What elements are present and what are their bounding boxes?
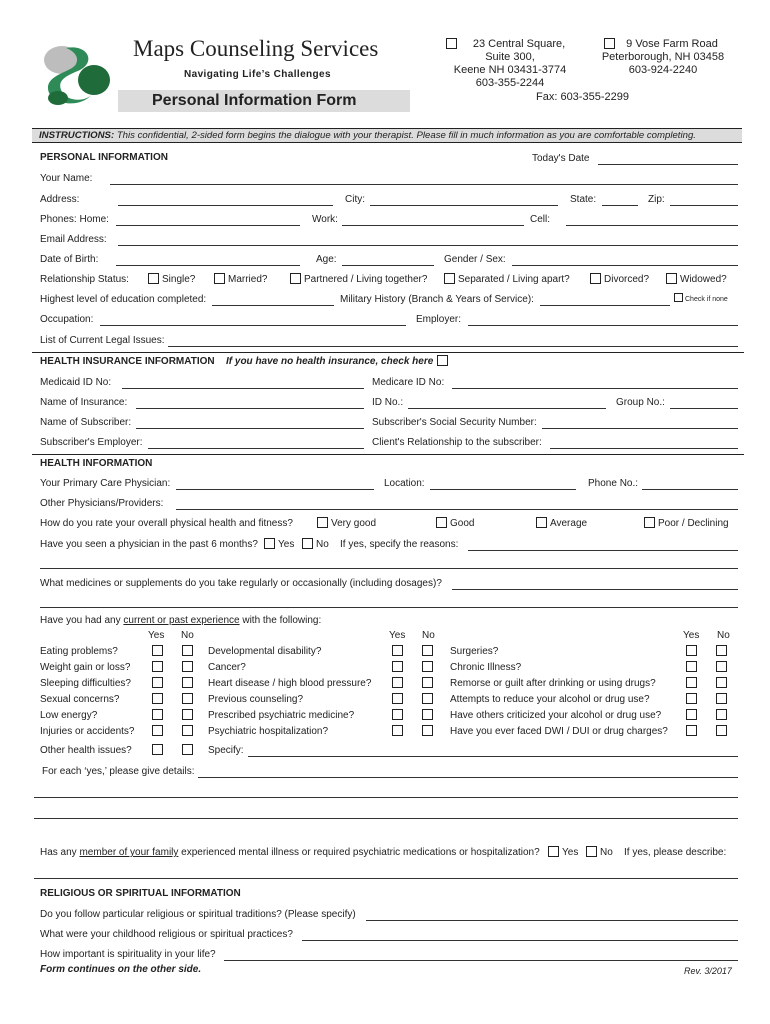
experience-no-checkbox[interactable]	[716, 645, 727, 656]
phone-work-field[interactable]	[342, 225, 524, 226]
medicaid-label: Medicaid ID No:	[40, 377, 112, 388]
revision: Rev. 3/2017	[684, 966, 732, 976]
office1-line: Keene NH 03431-3774	[453, 64, 567, 76]
experience-item-label: Prescribed psychiatric medicine?	[208, 710, 355, 721]
experience-item-label: Previous counseling?	[208, 694, 304, 705]
gender-label: Gender / Sex:	[444, 254, 506, 265]
seen-yes-checkbox[interactable]	[264, 538, 275, 549]
experience-no-checkbox[interactable]	[422, 693, 433, 704]
name-label: Your Name:	[40, 173, 93, 184]
city-label: City:	[345, 194, 365, 205]
religious-heading: RELIGIOUS OR SPIRITUAL INFORMATION	[40, 888, 241, 899]
pcp-phone-field[interactable]	[642, 489, 738, 490]
separated-label: Separated / Living apart?	[458, 274, 570, 285]
pcp-field[interactable]	[176, 489, 374, 490]
experience-yes-checkbox[interactable]	[686, 725, 697, 736]
id-no-field[interactable]	[408, 408, 606, 409]
experience-item-label: Surgeries?	[450, 646, 499, 657]
experience-yes-checkbox[interactable]	[686, 709, 697, 720]
seen-no-checkbox[interactable]	[302, 538, 313, 549]
family-yes-checkbox[interactable]	[548, 846, 559, 857]
check-if-none-label: Check if none	[685, 296, 728, 303]
experience-no-checkbox[interactable]	[716, 677, 727, 688]
experience-item-label: Have others criticized your alcohol or drug use?	[450, 710, 662, 721]
specify-label: Specify:	[208, 745, 244, 756]
logo-graphic	[36, 40, 116, 110]
group-no-field[interactable]	[670, 408, 738, 409]
reasons-field[interactable]	[468, 550, 738, 551]
details-field-2[interactable]	[34, 797, 738, 798]
rate-health-question: How do you rate your overall physical health and fitness?	[40, 518, 293, 529]
medicines-field-2[interactable]	[40, 607, 738, 608]
no-insurance-label: If you have no health insurance, check here	[226, 356, 434, 367]
family-no-label: No	[600, 847, 613, 858]
subscriber-employer-label: Subscriber's Employer:	[40, 437, 143, 448]
occupation-label: Occupation:	[40, 314, 94, 325]
average-label: Average	[550, 518, 588, 529]
military-none-checkbox[interactable]	[674, 293, 683, 302]
form-continues: Form continues on the other side.	[40, 964, 202, 975]
education-field[interactable]	[212, 305, 334, 306]
religious-q2-field[interactable]	[302, 940, 738, 941]
family-yes-label: Yes	[562, 847, 579, 858]
other-issues-no-checkbox[interactable]	[182, 744, 193, 755]
employer-field[interactable]	[468, 325, 738, 326]
experience-yes-checkbox[interactable]	[686, 661, 697, 672]
health-divider	[32, 454, 744, 455]
single-label: Single?	[162, 274, 196, 285]
experience-item-label: Remorse or guilt after drinking or using drugs?	[450, 678, 656, 689]
pcp-label: Your Primary Care Physician:	[40, 478, 171, 489]
legal-issues-label: List of Current Legal Issues:	[40, 335, 165, 346]
partnered-checkbox[interactable]	[290, 273, 301, 284]
office2-line: Peterborough, NH 03458	[601, 51, 725, 63]
phone-work-label: Work:	[312, 214, 338, 225]
reasons-field-2[interactable]	[40, 568, 738, 569]
experience-no-checkbox[interactable]	[422, 661, 433, 672]
phone-home-label: Phones: Home:	[40, 214, 109, 225]
specify-field[interactable]	[248, 756, 738, 757]
experience-no-checkbox[interactable]	[422, 645, 433, 656]
logo	[36, 40, 116, 110]
married-checkbox[interactable]	[214, 273, 225, 284]
insurance-name-field[interactable]	[136, 408, 364, 409]
experience-yes-checkbox[interactable]	[686, 693, 697, 704]
zip-field[interactable]	[670, 205, 738, 206]
experience-item-label: Weight gain or loss?	[40, 662, 131, 673]
group-no-label: Group No.:	[616, 397, 665, 408]
divorced-label: Divorced?	[604, 274, 650, 285]
experience-no-checkbox[interactable]	[182, 677, 193, 688]
experience-item-label: Sleeping difficulties?	[40, 678, 131, 689]
phone-home-field[interactable]	[116, 225, 300, 226]
email-field[interactable]	[118, 245, 738, 246]
email-label: Email Address:	[40, 234, 107, 245]
average-checkbox[interactable]	[536, 517, 547, 528]
very-good-checkbox[interactable]	[317, 517, 328, 528]
experience-item-label: Cancer?	[208, 662, 246, 673]
client-relationship-label: Client's Relationship to the subscriber:	[372, 437, 542, 448]
family-q-underlined: member of your family	[79, 847, 179, 858]
experience-yes-checkbox[interactable]	[152, 725, 163, 736]
experience-no-checkbox[interactable]	[182, 725, 193, 736]
experience-yes-checkbox[interactable]	[152, 709, 163, 720]
personal-heading: PERSONAL INFORMATION	[40, 152, 168, 163]
religious-q1: Do you follow particular religious or spiritual traditions? (Please specify)	[40, 909, 356, 920]
education-label: Highest level of education completed:	[40, 294, 207, 305]
experience-no-checkbox[interactable]	[716, 709, 727, 720]
location-label: Location:	[384, 478, 425, 489]
office2-address	[588, 38, 738, 77]
zip-label: Zip:	[648, 194, 665, 205]
office2-line: 603-924-2240	[628, 64, 698, 76]
experience-item-label: Chronic Illness?	[450, 662, 522, 673]
experience-yes-checkbox[interactable]	[392, 725, 403, 736]
phone-cell-field[interactable]	[566, 225, 738, 226]
experience-yes-checkbox[interactable]	[152, 677, 163, 688]
family-q-post: experienced mental illness or required psychiatric medications or hospitalization?	[178, 847, 540, 858]
medicines-field[interactable]	[452, 589, 738, 590]
experience-item-label: Low energy?	[40, 710, 98, 721]
medicare-label: Medicare ID No:	[372, 377, 445, 388]
col2-no-header: No	[422, 630, 435, 641]
pcp-phone-label: Phone No.:	[588, 478, 639, 489]
experience-yes-checkbox[interactable]	[152, 693, 163, 704]
subscriber-field[interactable]	[136, 428, 364, 429]
other-physicians-label: Other Physicians/Providers:	[40, 498, 164, 509]
occupation-field[interactable]	[100, 325, 406, 326]
state-label: State:	[570, 194, 597, 205]
col3-yes-header: Yes	[683, 630, 700, 641]
divorced-checkbox[interactable]	[590, 273, 601, 284]
fax-number: Fax: 603-355-2299	[536, 91, 629, 103]
details-field-3[interactable]	[34, 818, 738, 819]
insurance-heading: HEALTH INSURANCE INFORMATION	[40, 356, 215, 367]
form-title: Personal Information Form	[152, 92, 357, 109]
experience-yes-checkbox[interactable]	[686, 645, 697, 656]
very-good-label: Very good	[331, 518, 377, 529]
seen-no-label: No	[316, 539, 329, 550]
experience-yes-checkbox[interactable]	[686, 677, 697, 688]
religious-q3: How important is spirituality in your life?	[40, 949, 216, 960]
military-label: Military History (Branch & Years of Service):	[340, 294, 534, 305]
col1-yes-header: Yes	[148, 630, 165, 641]
name-field[interactable]	[110, 184, 738, 185]
religious-q2: What were your childhood religious or spiritual practices?	[40, 929, 293, 940]
if-yes-reasons-label: If yes, specify the reasons:	[340, 539, 459, 550]
partnered-label: Partnered / Living together?	[304, 274, 428, 285]
id-no-label: ID No.:	[372, 397, 404, 408]
experience-yes-checkbox[interactable]	[392, 709, 403, 720]
no-insurance-checkbox[interactable]	[437, 355, 448, 366]
other-physicians-field[interactable]	[176, 509, 738, 510]
widowed-label: Widowed?	[680, 274, 727, 285]
experience-item-label: Heart disease / high blood pressure?	[208, 678, 372, 689]
address-label: Address:	[40, 194, 80, 205]
tagline: Navigating Life’s Challenges	[184, 69, 331, 80]
experience-yes-checkbox[interactable]	[392, 693, 403, 704]
good-label: Good	[450, 518, 475, 529]
age-field[interactable]	[342, 265, 434, 266]
seen-physician-question: Have you seen a physician in the past 6 months?	[40, 539, 258, 550]
dob-field[interactable]	[116, 265, 300, 266]
city-field[interactable]	[370, 205, 558, 206]
good-checkbox[interactable]	[436, 517, 447, 528]
experience-yes-checkbox[interactable]	[152, 645, 163, 656]
instructions-text	[39, 129, 696, 142]
religious-q1-field[interactable]	[366, 920, 738, 921]
experience-item-label: Injuries or accidents?	[40, 726, 135, 737]
office1-line: Suite 300,	[485, 51, 535, 63]
phone-cell-label: Cell:	[530, 214, 551, 225]
other-issues-yes-checkbox[interactable]	[152, 744, 163, 755]
health-heading: HEALTH INFORMATION	[40, 458, 153, 469]
experience-yes-checkbox[interactable]	[152, 661, 163, 672]
gender-field[interactable]	[512, 265, 738, 266]
experience-no-checkbox[interactable]	[422, 677, 433, 688]
family-no-checkbox[interactable]	[586, 846, 597, 857]
office1-address	[440, 38, 580, 90]
insurance-name-label: Name of Insurance:	[40, 397, 128, 408]
insurance-divider	[32, 352, 744, 353]
client-relationship-field[interactable]	[550, 448, 738, 449]
experience-yes-checkbox[interactable]	[392, 677, 403, 688]
poor-label: Poor / Declining	[658, 518, 729, 529]
married-label: Married?	[228, 274, 268, 285]
experience-q-pre: Have you had any	[40, 615, 124, 626]
religious-q3-field[interactable]	[224, 960, 738, 961]
experience-no-checkbox[interactable]	[182, 709, 193, 720]
experience-item-label: Attempts to reduce your alcohol or drug use?	[450, 694, 650, 705]
col3-no-header: No	[717, 630, 730, 641]
col1-no-header: No	[181, 630, 194, 641]
employer-label: Employer:	[416, 314, 462, 325]
address-field[interactable]	[118, 205, 333, 206]
experience-q-underlined: current or past experience	[123, 615, 240, 626]
experience-yes-checkbox[interactable]	[392, 645, 403, 656]
experience-question	[40, 615, 321, 627]
if-yes-describe-label: If yes, please describe:	[624, 847, 727, 858]
subscriber-label: Name of Subscriber:	[40, 417, 132, 428]
experience-no-checkbox[interactable]	[182, 693, 193, 704]
experience-yes-checkbox[interactable]	[392, 661, 403, 672]
experience-item-label: Eating problems?	[40, 646, 118, 657]
details-field[interactable]	[198, 777, 738, 778]
medicaid-field[interactable]	[122, 388, 364, 389]
ssn-label: Subscriber's Social Security Number:	[372, 417, 537, 428]
experience-item-label: Developmental disability?	[208, 646, 322, 657]
family-describe-field[interactable]	[34, 878, 738, 879]
org-name: Maps Counseling Services	[133, 36, 379, 61]
poor-checkbox[interactable]	[644, 517, 655, 528]
experience-no-checkbox[interactable]	[716, 661, 727, 672]
location-field[interactable]	[430, 489, 576, 490]
dob-label: Date of Birth:	[40, 254, 99, 265]
relationship-label: Relationship Status:	[40, 274, 129, 285]
experience-q-post: with the following:	[239, 615, 322, 626]
state-field[interactable]	[602, 205, 638, 206]
experience-no-checkbox[interactable]	[422, 709, 433, 720]
experience-no-checkbox[interactable]	[182, 645, 193, 656]
details-label: For each ‘yes,’ please give details:	[42, 766, 195, 777]
instructions-body: This confidential, 2-sided form begins the dialogue with your therapist. Please fill in much information as you are comfortable completing.	[114, 130, 696, 141]
experience-no-checkbox[interactable]	[422, 725, 433, 736]
single-checkbox[interactable]	[148, 273, 159, 284]
family-question	[40, 847, 540, 859]
experience-no-checkbox[interactable]	[716, 725, 727, 736]
experience-no-checkbox[interactable]	[182, 661, 193, 672]
seen-yes-label: Yes	[278, 539, 295, 550]
todays-date-label: Today's Date	[532, 153, 590, 164]
other-issues-label: Other health issues?	[40, 745, 132, 756]
family-q-pre: Has any	[40, 847, 80, 858]
experience-item-label: Have you ever faced DWI / DUI or drug charges?	[450, 726, 668, 737]
widowed-checkbox[interactable]	[666, 273, 677, 284]
legal-issues-field[interactable]	[168, 346, 738, 347]
military-field[interactable]	[540, 305, 670, 306]
separated-checkbox[interactable]	[444, 273, 455, 284]
todays-date-field[interactable]	[598, 164, 738, 165]
office2-line: 9 Vose Farm Road	[626, 38, 718, 50]
experience-no-checkbox[interactable]	[716, 693, 727, 704]
experience-item-label: Psychiatric hospitalization?	[208, 726, 329, 737]
ssn-field[interactable]	[542, 428, 738, 429]
office1-line: 23 Central Square,	[472, 38, 566, 50]
experience-item-label: Sexual concerns?	[40, 694, 120, 705]
col2-yes-header: Yes	[389, 630, 406, 641]
medicare-field[interactable]	[452, 388, 738, 389]
subscriber-employer-field[interactable]	[148, 448, 364, 449]
instructions-label: INSTRUCTIONS:	[39, 130, 115, 141]
age-label: Age:	[316, 254, 337, 265]
medicines-question: What medicines or supplements do you take regularly or occasionally (including dosages)?	[40, 578, 442, 589]
office1-line: 603-355-2244	[475, 77, 545, 89]
